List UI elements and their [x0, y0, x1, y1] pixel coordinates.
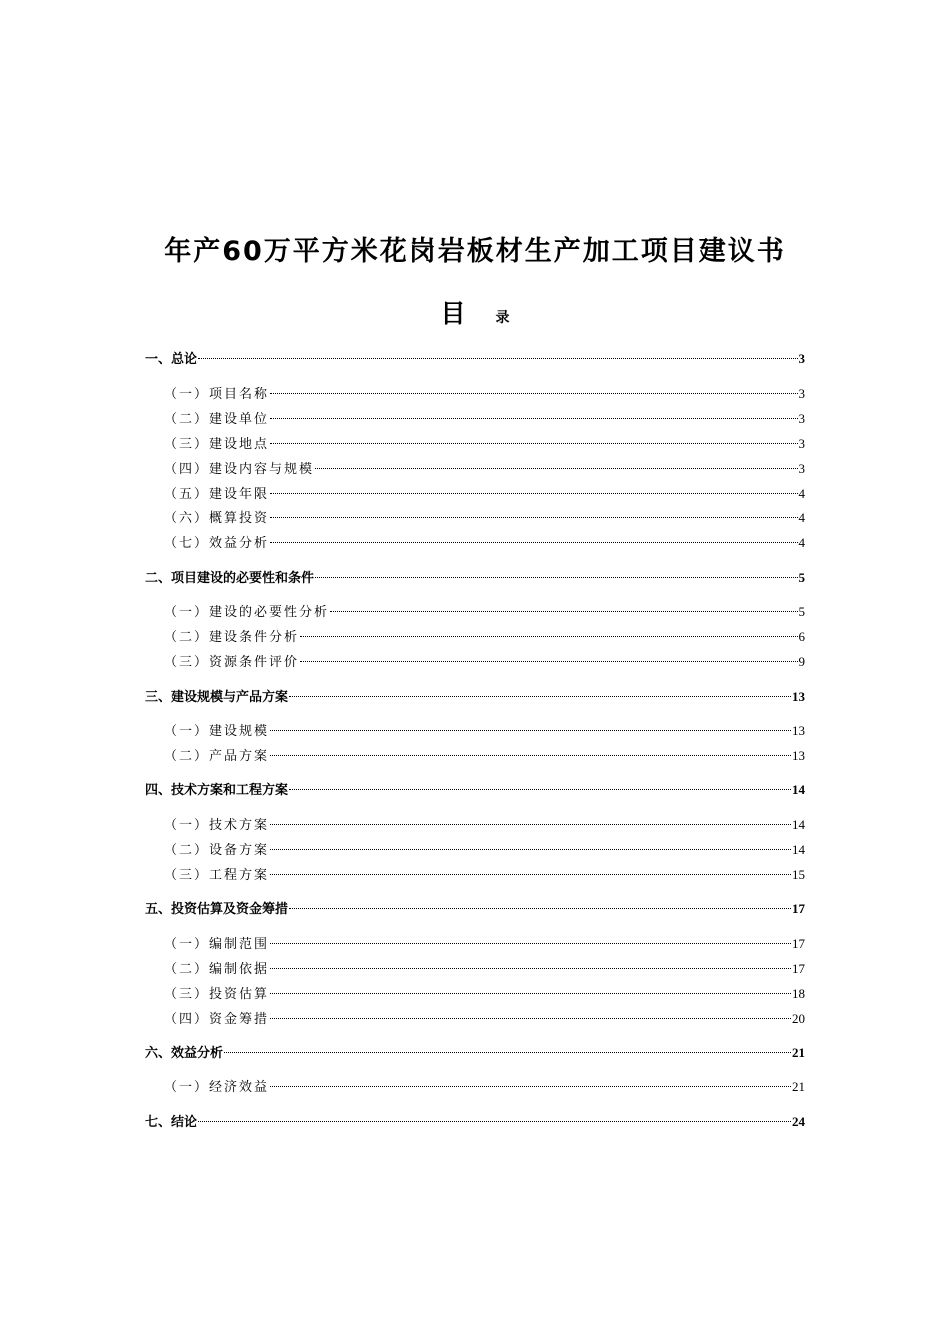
- toc-dot-leader: [315, 468, 797, 469]
- toc-subsection-entry[interactable]: [164, 959, 805, 979]
- toc-dot-leader: [300, 636, 797, 637]
- toc-dot-leader: [270, 493, 797, 494]
- toc-entry-label: （三）资源条件评价: [164, 655, 300, 670]
- toc-dot-leader: [270, 1018, 791, 1019]
- toc-entry-page-number: 5: [798, 604, 805, 619]
- toc-entry-page-number: 13: [792, 689, 805, 704]
- toc-subsection-entry[interactable]: [164, 434, 805, 454]
- toc-entry-page-number: 14: [792, 842, 805, 857]
- toc-entry-page-number: 17: [792, 901, 805, 916]
- toc-entry-page-number: 3: [798, 351, 805, 366]
- toc-entry-label: （一）项目名称: [164, 387, 270, 402]
- toc-heading-main: 目: [440, 299, 466, 328]
- toc-subsection-entry[interactable]: [164, 409, 805, 429]
- toc-subsection-entry[interactable]: [164, 652, 805, 672]
- toc-dot-leader: [270, 443, 797, 444]
- toc-dot-leader: [300, 661, 797, 662]
- toc-dot-leader: [270, 393, 797, 394]
- toc-entry-label: 一、总论: [145, 352, 198, 367]
- toc-entry-label: （三）工程方案: [164, 868, 270, 883]
- toc-dot-leader: [198, 358, 797, 359]
- toc-subsection-entry[interactable]: [164, 1009, 805, 1029]
- toc-entry-page-number: 21: [792, 1079, 805, 1094]
- toc-dot-leader: [270, 849, 791, 850]
- toc-entry-page-number: 15: [792, 867, 805, 882]
- toc-dot-leader: [270, 418, 797, 419]
- toc-entry-page-number: 24: [792, 1114, 805, 1129]
- toc-entry-page-number: 14: [792, 817, 805, 832]
- toc-subsection-entry[interactable]: [164, 984, 805, 1004]
- toc-dot-leader: [289, 696, 791, 697]
- toc-heading-secondary: 录: [495, 310, 510, 326]
- toc-subsection-entry[interactable]: [164, 840, 805, 860]
- toc-entry-page-number: 6: [798, 629, 805, 644]
- toc-entry-label: （二）建设单位: [164, 412, 270, 427]
- toc-subsection-entry[interactable]: [164, 602, 805, 622]
- toc-entry-page-number: 20: [792, 1011, 805, 1026]
- toc-subsection-entry[interactable]: [164, 533, 805, 553]
- toc-entry-label: （三）建设地点: [164, 437, 270, 452]
- toc-subsection-entry[interactable]: [164, 721, 805, 741]
- toc-subsection-entry[interactable]: [164, 815, 805, 835]
- toc-entry-label: 四、技术方案和工程方案: [145, 783, 289, 798]
- toc-entry-label: 五、投资估算及资金筹措: [145, 902, 289, 917]
- toc-entry-label: （一）建设的必要性分析: [164, 605, 330, 620]
- toc-entry-page-number: 4: [798, 486, 805, 501]
- toc-subsection-entry[interactable]: [164, 508, 805, 528]
- toc-dot-leader: [270, 943, 791, 944]
- toc-dot-leader: [270, 993, 791, 994]
- toc-section-entry[interactable]: [145, 349, 805, 369]
- toc-entry-label: （二）设备方案: [164, 843, 270, 858]
- toc-entry-label: 二、项目建设的必要性和条件: [145, 571, 315, 586]
- toc-section-entry[interactable]: [145, 1043, 805, 1063]
- toc-entry-page-number: 3: [798, 436, 805, 451]
- toc-dot-leader: [270, 874, 791, 875]
- toc-dot-leader: [270, 968, 791, 969]
- toc-dot-leader: [289, 908, 791, 909]
- toc-dot-leader: [270, 755, 791, 756]
- toc-entry-page-number: 17: [792, 936, 805, 951]
- toc-entry-label: （四）资金筹措: [164, 1012, 270, 1027]
- toc-entry-label: （一）技术方案: [164, 818, 270, 833]
- toc-dot-leader: [315, 577, 797, 578]
- toc-entry-label: （一）经济效益: [164, 1080, 270, 1095]
- toc-entry-page-number: 3: [798, 386, 805, 401]
- toc-subsection-entry[interactable]: [164, 934, 805, 954]
- toc-section-entry[interactable]: [145, 687, 805, 707]
- toc-dot-leader: [270, 824, 791, 825]
- toc-dot-leader: [224, 1052, 791, 1053]
- toc-subsection-entry[interactable]: [164, 746, 805, 766]
- toc-subsection-entry[interactable]: [164, 1077, 805, 1097]
- toc-subsection-entry[interactable]: [164, 627, 805, 647]
- toc-entry-page-number: 13: [792, 748, 805, 763]
- toc-dot-leader: [270, 730, 791, 731]
- document-title: 年产60万平方米花岗岩板材生产加工项目建议书: [164, 236, 786, 267]
- toc-entry-page-number: 18: [792, 986, 805, 1001]
- toc-section-entry[interactable]: [145, 780, 805, 800]
- toc-section-entry[interactable]: [145, 899, 805, 919]
- toc-subsection-entry[interactable]: [164, 484, 805, 504]
- toc-subsection-entry[interactable]: [164, 865, 805, 885]
- toc-entry-label: （三）投资估算: [164, 987, 270, 1002]
- toc-entry-label: （六）概算投资: [164, 511, 270, 526]
- toc-entry-page-number: 9: [798, 654, 805, 669]
- toc-entry-label: （五）建设年限: [164, 487, 270, 502]
- toc-dot-leader: [270, 517, 797, 518]
- toc-entry-label: （七）效益分析: [164, 536, 270, 551]
- toc-entry-label: 三、建设规模与产品方案: [145, 690, 289, 705]
- toc-entry-page-number: 17: [792, 961, 805, 976]
- toc-entry-label: （四）建设内容与规模: [164, 462, 315, 477]
- toc-dot-leader: [198, 1121, 791, 1122]
- toc-entry-page-number: 14: [792, 782, 805, 797]
- toc-entry-label: （一）建设规模: [164, 724, 270, 739]
- toc-entry-page-number: 4: [798, 510, 805, 525]
- toc-section-entry[interactable]: [145, 568, 805, 588]
- toc-subsection-entry[interactable]: [164, 384, 805, 404]
- toc-dot-leader: [270, 542, 797, 543]
- toc-entry-page-number: 4: [798, 535, 805, 550]
- toc-entry-label: （二）产品方案: [164, 749, 270, 764]
- toc-entry-page-number: 5: [798, 570, 805, 585]
- toc-entry-page-number: 3: [798, 411, 805, 426]
- toc-dot-leader: [330, 611, 797, 612]
- toc-section-entry[interactable]: [145, 1112, 805, 1132]
- toc-dot-leader: [289, 789, 791, 790]
- toc-entry-page-number: 21: [792, 1045, 805, 1060]
- toc-entry-label: （二）编制依据: [164, 962, 270, 977]
- toc-subsection-entry[interactable]: [164, 459, 805, 479]
- toc-entry-label: （二）建设条件分析: [164, 630, 300, 645]
- toc-entry-page-number: 13: [792, 723, 805, 738]
- toc-entry-page-number: 3: [798, 461, 805, 476]
- toc-dot-leader: [270, 1086, 791, 1087]
- toc-entry-label: 七、结论: [145, 1115, 198, 1130]
- toc-entry-label: （一）编制范围: [164, 937, 270, 952]
- toc-entry-label: 六、效益分析: [145, 1046, 224, 1061]
